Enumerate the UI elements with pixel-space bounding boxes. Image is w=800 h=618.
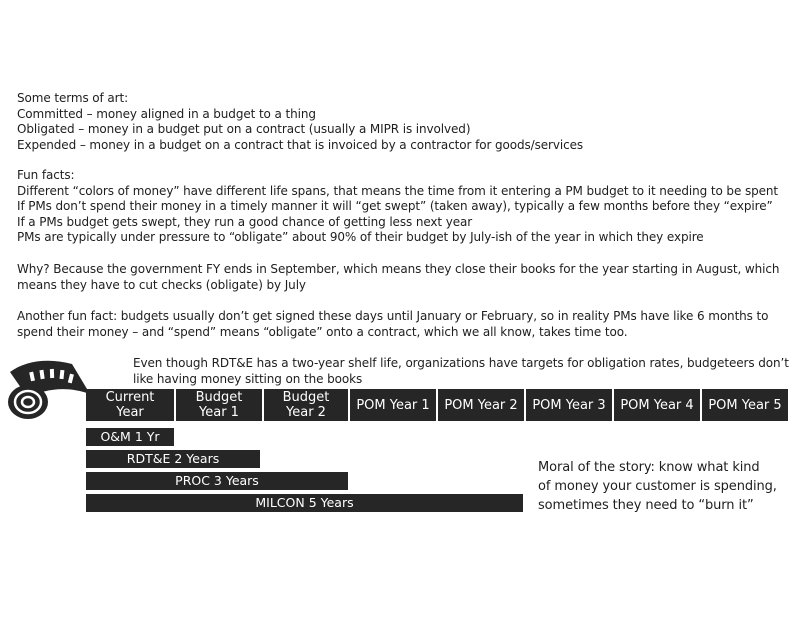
terms-heading: Some terms of art: [17,91,129,105]
column-pom-year-4 [614,389,700,421]
why-line: means they have to cut checks (obligate) by July [17,277,306,292]
another-line: Another fun fact: budgets usually don’t get signed these days until January or February, so in reality PMs have like 6 months to [17,309,769,323]
bar-proc-3-years: PROC 3 Years [86,472,348,490]
fun-fact-item: PMs are typically under pressure to “obligate” about 90% of their budget by July-ish of the year in which they expire [17,230,704,244]
another-line: spend their money – and “spend” means “obligate” onto a contract, which we all know, takes time too. [17,324,628,339]
term-committed: Committed – money aligned in a budget to a thing [17,106,316,121]
moral-line: Moral of the story: know what kind [538,460,760,475]
column-label-line1: POM Year 1 [356,397,430,413]
moral-line: of money your customer is spending, [538,479,777,494]
fun-facts-heading: Fun facts: [17,168,75,182]
term-obligated: Obligated – money in a budget put on a contract (usually a MIPR is involved) [17,122,471,136]
moral-of-story [538,458,788,515]
film-reel-icon [6,358,90,422]
bar-milcon-5-years: MILCON 5 Years [86,494,523,512]
column-label-line1: POM Year 5 [708,397,782,413]
terms-of-art-section [17,91,787,153]
column-label-line1: POM Year 2 [444,397,518,413]
column-budget-year-1 [176,389,262,421]
rdte-note [133,356,793,387]
column-pom-year-1 [350,389,436,421]
fun-fact-item: If PMs don’t spend their money in a timely manner it will “get swept” (taken away), typically a few months before they “expire” [17,199,773,213]
bar-rdte-2-years: RDT&E 2 Years [86,450,260,468]
column-pom-year-5 [702,389,788,421]
note-line: like having money sitting on the books [133,371,363,386]
column-budget-year-2 [264,389,348,421]
column-pom-year-3 [526,389,612,421]
column-label-line1: Budget [282,390,330,405]
moral-line: sometimes they need to “burn it” [538,498,754,513]
column-label-line2: Year [116,405,144,420]
why-line: Why? Because the government FY ends in September, which means they close their books for the year starting in August, which [17,262,780,276]
column-label-line1: POM Year 3 [532,397,606,413]
column-pom-year-2 [438,389,524,421]
column-label-line1: Budget [195,390,243,405]
column-label-line1: POM Year 4 [620,397,694,413]
fun-fact-item: Different “colors of money” have different life spans, that means the time from it entering a PM budget to it needing to be spent [17,183,779,198]
term-expended: Expended – money in a budget on a contract that is invoiced by a contractor for goods/services [17,137,584,152]
another-fun-fact-paragraph [17,309,787,340]
fun-fact-item: If a PMs budget gets swept, they run a good chance of getting less next year [17,214,473,229]
note-line: Even though RDT&E has a two-year shelf life, organizations have targets for obligation rates, budgeteers don’t [133,356,789,370]
bar-om-1-year: O&M 1 Yr [86,428,174,446]
column-current-year [86,389,174,421]
column-label-line1: Current [105,390,155,405]
fun-facts-section [17,168,787,246]
why-paragraph [17,262,787,293]
column-label-line2: Year 1 [199,405,239,420]
column-label-line2: Year 2 [286,405,326,420]
